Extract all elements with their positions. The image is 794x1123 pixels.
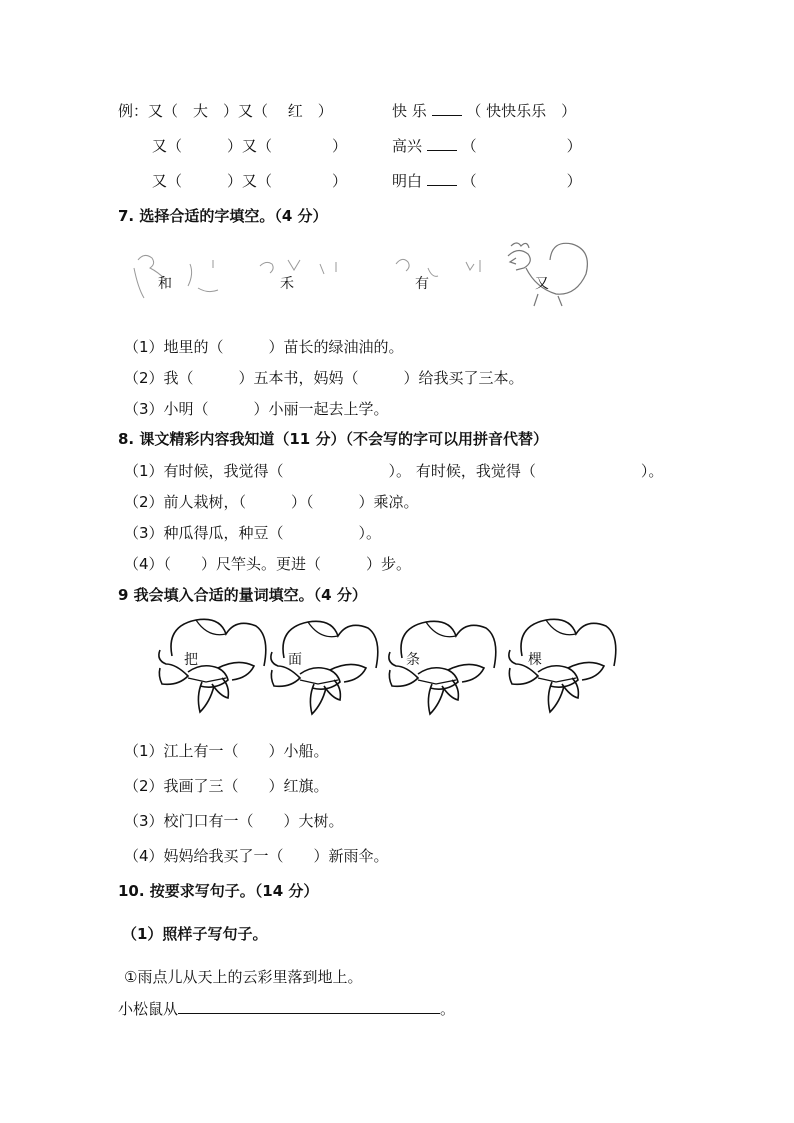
measure-word: 条 [406, 652, 420, 668]
answer-blank[interactable] [427, 171, 457, 186]
measure-word: 把 [184, 652, 198, 668]
q10-title: 10. 按要求写句子。（14 分） [118, 882, 319, 900]
rooster-icon [508, 243, 587, 306]
answer-blank[interactable] [432, 101, 462, 116]
q10-end: 。 [440, 1000, 456, 1018]
example-row-2-right [392, 136, 582, 156]
measure-word: 棵 [528, 652, 542, 668]
q9-item-2[interactable]: （2）我画了三（ ）红旗。 [124, 777, 329, 795]
example-answer: （ ） [461, 137, 582, 155]
char-option: 禾 [280, 276, 294, 292]
example-left: 又（ ）又（ ） [152, 137, 348, 155]
char-option: 有 [415, 276, 429, 292]
answer-blank[interactable] [427, 136, 457, 151]
q8-item-3[interactable]: （3）种瓜得瓜，种豆（ ）。 [124, 524, 382, 542]
q8-item-2[interactable]: （2）前人栽树，（ ）（ ）乘凉。 [124, 493, 419, 511]
example-label: 例： [118, 102, 149, 120]
example-left: 又（ 大 ）又（ 红 ） [148, 102, 333, 120]
example-row-2 [152, 136, 347, 156]
peach-icon [389, 621, 496, 714]
q10-example: ①雨点儿从天上的云彩里落到地上。 [124, 968, 363, 986]
q10-answer-blank[interactable] [178, 999, 440, 1014]
q9-title: 9 我会填入合适的量词填空。（4 分） [118, 586, 367, 604]
peach-icon [159, 619, 266, 712]
q10-subtitle: （1）照样子写句子。 [122, 925, 268, 943]
q9-item-4[interactable]: （4）妈妈给我买了一（ ）新雨伞。 [124, 847, 389, 865]
rooster-icon [134, 255, 218, 298]
measure-word: 面 [288, 652, 302, 668]
example-row-1 [118, 101, 333, 121]
q10-prompt: 小松鼠从 [118, 1000, 179, 1018]
q9-peach-images [152, 612, 612, 722]
example-row-3-right [392, 171, 582, 191]
q7-item-3[interactable]: （3）小明（ ）小丽一起去上学。 [124, 400, 389, 418]
rooster-icon [260, 260, 336, 274]
peach-icon [509, 619, 616, 712]
q10-answer-line [118, 999, 455, 1019]
q9-item-1[interactable]: （1）江上有一（ ）小船。 [124, 742, 329, 760]
example-left: 又（ ）又（ ） [152, 172, 348, 190]
example-word: 快 乐 [392, 102, 427, 120]
example-answer: （ 快快乐乐 ） [466, 102, 577, 120]
example-row-1-right [392, 101, 576, 121]
q8-item-1[interactable]: （1）有时候，我觉得（ ）。 有时候，我觉得（ ）。 [124, 462, 664, 480]
q7-title: 7. 选择合适的字填空。（4 分） [118, 207, 328, 225]
q8-item-4[interactable]: （4）（ ）尺竿头。更进（ ）步。 [124, 555, 412, 573]
example-word: 高兴 [392, 137, 423, 155]
q7-item-1[interactable]: （1）地里的（ ）苗长的绿油油的。 [124, 338, 404, 356]
example-answer: （ ） [461, 172, 582, 190]
char-option: 和 [158, 276, 172, 292]
q7-rooster-images [128, 238, 598, 310]
rooster-icon [396, 259, 480, 276]
peach-icon [271, 621, 378, 714]
q9-item-3[interactable]: （3）校门口有一（ ）大树。 [124, 812, 344, 830]
example-row-3 [152, 171, 347, 191]
example-word: 明白 [392, 172, 423, 190]
q7-item-2[interactable]: （2）我（ ）五本书，妈妈（ ）给我买了三本。 [124, 369, 524, 387]
char-option: 又 [535, 276, 549, 292]
q8-title: 8. 课文精彩内容我知道（11 分）（不会写的字可以用拼音代替） [118, 430, 548, 448]
